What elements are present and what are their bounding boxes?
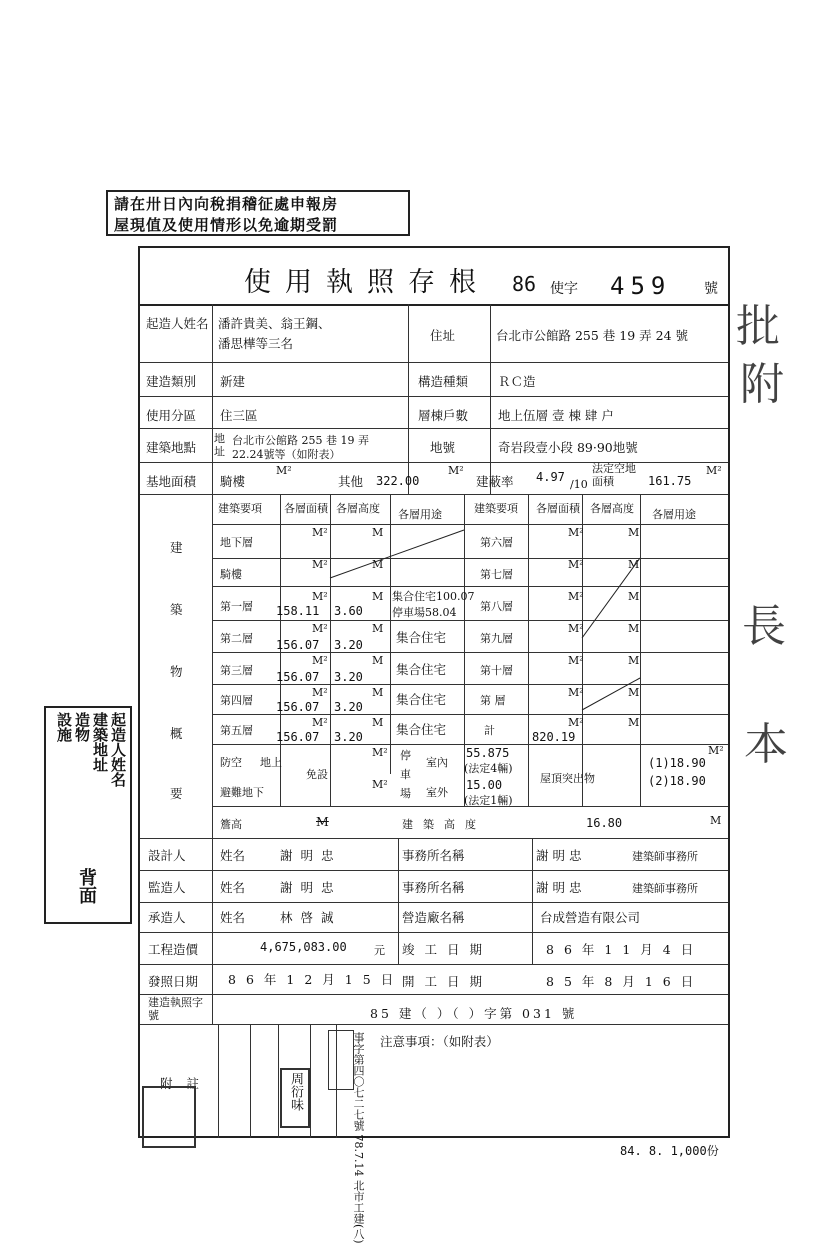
designer-office-label: 事務所名稱	[402, 848, 465, 863]
floor-total-label: 計	[484, 724, 495, 737]
cost-unit: 元	[374, 944, 385, 957]
open-space-unit: M²	[706, 464, 722, 477]
building-height-label: 建築高度	[402, 818, 486, 831]
other-unit: M²	[448, 464, 464, 477]
floor-total-value: 820.19	[532, 730, 576, 744]
start-label: 開工日期	[402, 974, 493, 989]
col-use-right: 各層用途	[652, 508, 696, 521]
floor-9: 第九層	[480, 632, 513, 645]
location-value: 台北市公館路 255 巷 19 弄	[232, 434, 369, 447]
supervisor-office-suffix: 建築師事務所	[632, 882, 698, 895]
floor-3-use: 集合住宅	[396, 662, 447, 677]
shelter-setup: 免設	[306, 768, 328, 781]
structure-label: 構造種類	[418, 374, 469, 389]
col-height-left: 各層高度	[336, 502, 380, 515]
structure-value: ＲＣ造	[498, 374, 536, 389]
floor-b1: 地下層	[220, 536, 253, 549]
floor-2-use: 集合住宅	[396, 630, 447, 645]
floor-4: 第四層	[220, 694, 253, 707]
footer-print-info: 84. 8. 1,000份	[620, 1144, 719, 1158]
floor-blank: 第 層	[480, 694, 506, 707]
notice-box	[106, 190, 410, 236]
floor-3-height: 3.20	[334, 670, 363, 684]
designer-office: 謝明忠	[536, 848, 586, 863]
form-title: 使用執照存根	[244, 267, 490, 298]
notice-line2: 屋現值及使用情形以免逾期受罰	[114, 216, 339, 234]
remarks-stamp-text: 事字第四〇七二七號 78.7.14 北市工建(八)	[352, 1032, 365, 1244]
roof-1: (1)18.90	[648, 756, 706, 770]
floor-3-area: 156.07	[276, 670, 320, 684]
col-area-right: 各層面積	[536, 502, 580, 515]
supervisor-label: 監造人	[148, 880, 186, 895]
permit-no-value: 85 建（ ）（ ）字第 031 號	[370, 1006, 578, 1021]
contractor-name-label: 姓名	[220, 910, 246, 925]
floor-5-area: 156.07	[276, 730, 320, 744]
address-value: 台北市公館路 255 巷 19 弄 24 號	[496, 328, 689, 343]
completion-label: 竣工日期	[402, 942, 493, 957]
floor-2: 第二層	[220, 632, 253, 645]
approval-stamp	[328, 1030, 354, 1090]
location-prefix: 地址	[214, 432, 225, 458]
left-margin-note	[44, 706, 132, 924]
other-value: 322.00	[376, 474, 420, 488]
margin-char-4: 本	[744, 719, 788, 770]
floor-2-height: 3.20	[334, 638, 363, 652]
summary-side-2: 築	[170, 602, 183, 617]
seal-text: 周衍味	[288, 1072, 303, 1111]
open-space-label: 法定空地面積	[592, 462, 636, 488]
floor-4-use: 集合住宅	[396, 692, 447, 707]
applicant-label: 起造人姓名	[146, 316, 209, 331]
shelter-above: 地上	[260, 756, 282, 769]
type-value: 新建	[220, 374, 246, 389]
designer-label: 設計人	[148, 848, 186, 863]
floor-1: 第一層	[220, 600, 253, 613]
floors-label: 層棟戶數	[418, 408, 469, 423]
applicant-name: 潘許貴美、翁王鋼、	[218, 316, 331, 331]
permit-no-label: 建造執照字號	[148, 996, 203, 1022]
cost-value: 4,675,083.00	[260, 940, 347, 954]
seal-stamp	[280, 1068, 310, 1128]
floor-5-use: 集合住宅	[396, 722, 447, 737]
floor-1-use: 集合住宅100.07	[392, 590, 475, 603]
indoor-note: (法定4輛)	[464, 762, 513, 775]
left-note-4: 設施	[55, 712, 73, 742]
margin-char-1: 批	[736, 301, 780, 352]
outdoor-label: 室外	[426, 786, 448, 799]
location-value-2: 22.24號等（如附表）	[232, 448, 341, 461]
designer-name: 謝明忠	[280, 848, 342, 863]
remarks-label: 附註	[160, 1076, 214, 1091]
floor-4-area: 156.07	[276, 700, 320, 714]
bottom-left-stamp	[142, 1086, 196, 1148]
start-date: 85年8月16日	[546, 974, 704, 989]
floor-6: 第六層	[480, 536, 513, 549]
parking-label: 停車場	[400, 749, 411, 800]
floor-5: 第五層	[220, 724, 253, 737]
arcade-unit: M²	[276, 464, 292, 477]
col-use-left: 各層用途	[398, 508, 442, 521]
floor-3: 第三層	[220, 664, 253, 677]
floor-5-height: 3.20	[334, 730, 363, 744]
applicant-name-2: 潘思樺等三名	[218, 336, 294, 351]
indoor-value: 55.875	[466, 746, 510, 760]
cost-label: 工程造價	[148, 942, 199, 957]
supervisor-name-label: 姓名	[220, 880, 246, 895]
supervisor-office: 謝明忠	[536, 880, 586, 895]
coverage-label: 建蔽率	[476, 474, 514, 489]
type-label: 建造類別	[146, 374, 197, 389]
open-space-value: 161.75	[648, 474, 692, 488]
company-label: 營造廠名稱	[402, 910, 465, 925]
other-label: 其他	[338, 474, 364, 489]
number-suffix: 號	[704, 281, 718, 297]
permit-label: 使字	[550, 281, 578, 297]
base-area-label: 基地面積	[146, 474, 197, 489]
floor-1-area: 158.11	[276, 604, 320, 618]
supervisor-name: 謝明忠	[280, 880, 342, 895]
supervisor-office-label: 事務所名稱	[402, 880, 465, 895]
remarks-note: 注意事項：（如附表）	[380, 1034, 499, 1049]
indoor-label: 室內	[426, 756, 448, 769]
shelter-below: 避難地下	[220, 786, 264, 799]
summary-side-3: 物	[170, 664, 183, 679]
building-height-value: 16.80	[586, 816, 623, 830]
left-note-2: 建築地址	[91, 712, 109, 772]
floor-1-height: 3.60	[334, 604, 363, 618]
floor-7: 第七層	[480, 568, 513, 581]
floor-arcade: 騎樓	[220, 568, 242, 581]
contractor-name: 林啓誠	[280, 910, 342, 925]
left-note-3: 造物	[73, 712, 91, 742]
margin-char-3: 長	[742, 601, 786, 652]
issue-date: 86年12月15日	[228, 972, 404, 987]
shelter-label: 防空	[220, 756, 242, 769]
col-area-left: 各層面積	[284, 502, 328, 515]
zone-label: 使用分區	[146, 408, 197, 423]
year: 86	[512, 272, 537, 296]
notice-line1: 請在卅日內向稅捐稽征處申報房	[114, 195, 339, 213]
zone-value: 住三區	[220, 408, 258, 423]
designer-name-label: 姓名	[220, 848, 246, 863]
lot-value: 奇岩段壹小段 89·90地號	[498, 440, 638, 455]
col-item-left: 建築要項	[218, 502, 262, 515]
coverage-unit: /10	[570, 478, 588, 491]
summary-side-1: 建	[170, 540, 183, 555]
coverage-value: 4.97	[536, 470, 565, 484]
floor-4-height: 3.20	[334, 700, 363, 714]
left-note-1: 起造人姓名	[109, 712, 127, 787]
left-note-back: 背面	[76, 868, 97, 904]
floor-10: 第十層	[480, 664, 513, 677]
floor-2-area: 156.07	[276, 638, 320, 652]
outdoor-value: 15.00	[466, 778, 503, 792]
col-height-right: 各層高度	[590, 502, 634, 515]
completion-date: 86年11月4日	[546, 942, 704, 957]
roof-label: 屋頂突出物	[540, 772, 595, 785]
issue-label: 發照日期	[148, 974, 199, 989]
floor-8: 第八層	[480, 600, 513, 613]
arcade-label: 騎樓	[220, 474, 246, 489]
contractor-label: 承造人	[148, 910, 186, 925]
summary-side-5: 要	[170, 786, 183, 801]
margin-char-2: 附	[740, 359, 784, 410]
eave-label: 簷高	[220, 818, 242, 831]
company-name: 台成營造有限公司	[540, 910, 641, 925]
permit-number: 459	[610, 272, 672, 300]
summary-side-4: 概	[170, 726, 183, 741]
location-label: 建築地點	[146, 440, 197, 455]
floor-1-use-2: 停車場58.04	[392, 606, 457, 619]
floors-value: 地上伍層 壹 棟 肆 户	[498, 408, 614, 423]
designer-office-suffix: 建築師事務所	[632, 850, 698, 863]
permit-stub-form: 使用執照存根 86 使字 459 號 起造人姓名 潘許貴美、翁王鋼、 潘思樺等三名 住址 台北市公館路 255 巷 19 弄 24 號 建造類別 新建 構造種類 ＲＣ造 使用分區 住三區 層棟戶數 地上伍層 壹 棟 肆 户 建築地點 地址 台北市公館路 255 巷 19 弄 22.24號等（如附表） 地號 奇岩段壹小段 89·90地號 基地面積 騎樓 M² 其他 322.00 M² 建蔽率 4.97 /10 法定空地面積 161.75 M² 建 築 物 概 要 建築要項 各層面積 各層高度 各層用途 建築要項 各層面積 各層高度 各層用途 地下層 騎樓 第一層 158.11 3.60 集合住宅100.07 停車場58.04 第二層 156.07 3.20 集合住宅 第三層 156.07 3.20 集合住宅 第四層 156.07 3.20 集合住宅 第五層 156.07 3.20 集合住宅 第六層 第七層 第八層 第九層 第十層 第 層 計 820.19 M² M M² M M² M M² M M² M M² M M² M M² M M² M M² M M² M M² M M² M M² M 防空 地上 免設 避難地下 M² M² 停車場 室內 55.875 (法定4輛) 室外 15.00 (法定1輛) 屋頂突出物 (1)18.90 (2)18.90 M² 簷高 M 建築高度 16.80 M 設計人 姓名 謝明忠 事務所名稱 謝明忠 建築師事務所 監造人 姓名 謝明忠 事務所名稱 謝明忠 建築師事務所 承造人 姓名 林啓誠 營造廠名稱 台成營造有限公司 工程造價 4,675,083.00 元 竣工日期 86年11月4日 發照日期 86年12月15日 開工日期 85年8月16日 建造執照字號 85 建（ ）（ ）字第 031 號 附註 注意事項：（如附表） 事字第四〇七二七號 78.7.14 北市工建(八) 周衍味	[138, 246, 730, 1138]
roof-2: (2)18.90	[648, 774, 706, 788]
lot-label: 地號	[430, 440, 456, 455]
address-label: 住址	[430, 328, 456, 343]
col-item-right: 建築要項	[474, 502, 518, 515]
outdoor-note: (法定1輛)	[464, 794, 513, 807]
